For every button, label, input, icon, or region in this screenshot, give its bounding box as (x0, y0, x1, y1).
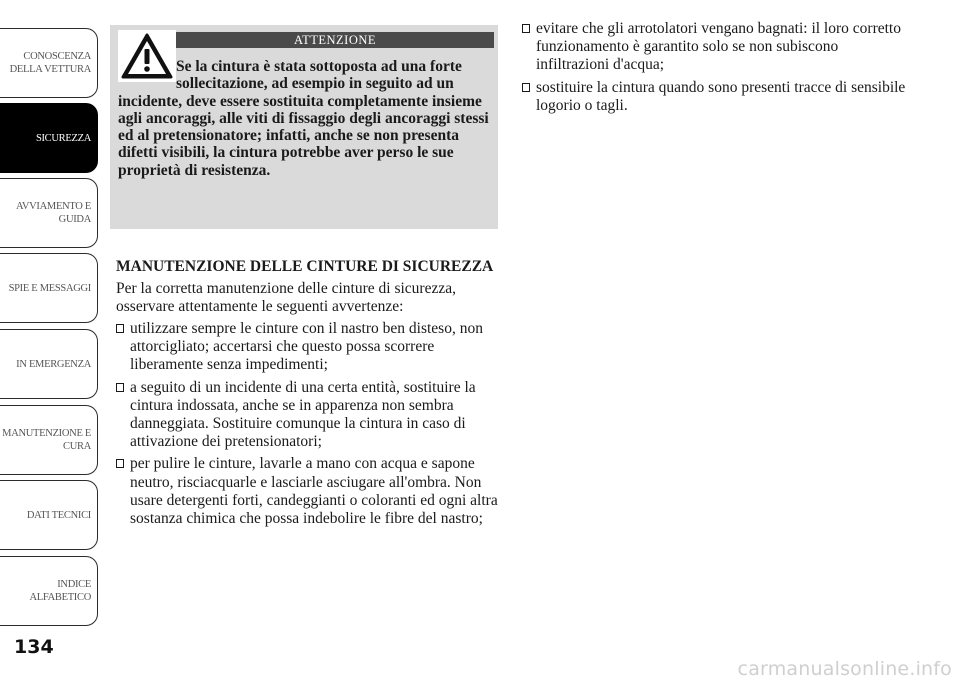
list-item-text: sostituire la cintura quando sono presenti tracce di sensibile logorio o tagli. (536, 78, 906, 114)
list-item (116, 320, 501, 375)
tab-indice-alfabetico[interactable] (0, 556, 98, 626)
tab-manutenzione-e-cura[interactable] (0, 405, 98, 475)
warning-header: ATTENZIONE (176, 32, 494, 48)
page-number: 134 (14, 636, 54, 658)
list-item-text: per pulire le cinture, lavarle a mano con acqua e sapone neutro, risciacquarle e lasciarle asciugare all'ombra. Non usare detergenti forti, candeggianti o coloranti ed ogni altra sostanza chimica che possa indebolire le fibre del nastro; (130, 455, 498, 527)
tab-in-emergenza[interactable] (0, 329, 98, 399)
tab-sicurezza[interactable] (0, 103, 98, 173)
list-item (116, 455, 501, 528)
checkbox-bullet-icon (522, 24, 530, 33)
tab-label: CONOSCENZA DELLA VETTURA (9, 51, 91, 75)
tab-label: MANUTENZIONE E CURA (2, 428, 91, 452)
list-item-text: a seguito di un incidente di una certa entità, sostituire la cintura indossata, anche se in apparenza non sembra danneggiata. Sostituire comunque la cintura in caso di attivazione dei pretensionatori; (130, 378, 476, 451)
section-intro: Per la corretta manutenzione delle cinture di sicurezza, osservare attentamente le seguenti avvertenze: (116, 279, 456, 315)
tab-label: SPIE E MESSAGGI (8, 282, 91, 294)
checkbox-bullet-icon (522, 83, 530, 92)
tab-avviamento-e-guida[interactable] (0, 178, 98, 248)
tab-spie-e-messaggi[interactable] (0, 253, 98, 323)
tab-label: DATI TECNICI (26, 509, 91, 521)
list-item-text: utilizzare sempre le cinture con il nastro ben disteso, non attorcigliato; accertarsi che questo possa scorrere liberamente senza impedimenti; (130, 319, 483, 374)
section-title: MANUTENZIONE DELLE CINTURE DI SICUREZZA (116, 258, 494, 275)
tab-conoscenza-della-vettura[interactable] (0, 28, 98, 98)
watermark: carmanualsonline.info (737, 658, 952, 680)
left-column (116, 258, 501, 532)
list-item (522, 79, 912, 115)
tab-label: SICUREZZA (35, 132, 91, 144)
warning-box (110, 25, 498, 229)
tab-dati-tecnici[interactable] (0, 480, 98, 550)
checkbox-bullet-icon (116, 459, 124, 468)
tab-label: IN EMERGENZA (16, 358, 91, 370)
warning-text: Se la cintura è stata sottoposta ad una forte sollecitazione, ad esempio in seguito ad un incidente, deve essere sostituita completamente insieme agli ancoraggi, alle viti di fissaggio degli ancoraggi stessi ed al pretensionatore; infatti, anche se non presenta difetti visibili, la cintura potrebbe aver perso le sue proprietà di resistenza. (118, 58, 489, 179)
maintenance-list-left (116, 320, 501, 528)
list-item-text: evitare che gli arrotolatori vengano bagnati: il loro corretto funzionamento è garantito solo se non subiscono infiltrazioni d'acqua; (536, 20, 901, 74)
right-column (522, 20, 912, 119)
maintenance-list-right (522, 20, 912, 115)
checkbox-bullet-icon (116, 324, 124, 333)
tab-label: INDICE ALFABETICO (29, 579, 91, 603)
list-item (116, 379, 501, 452)
checkbox-bullet-icon (116, 383, 124, 392)
tab-label: AVVIAMENTO E GUIDA (15, 201, 91, 225)
list-item (522, 20, 912, 75)
